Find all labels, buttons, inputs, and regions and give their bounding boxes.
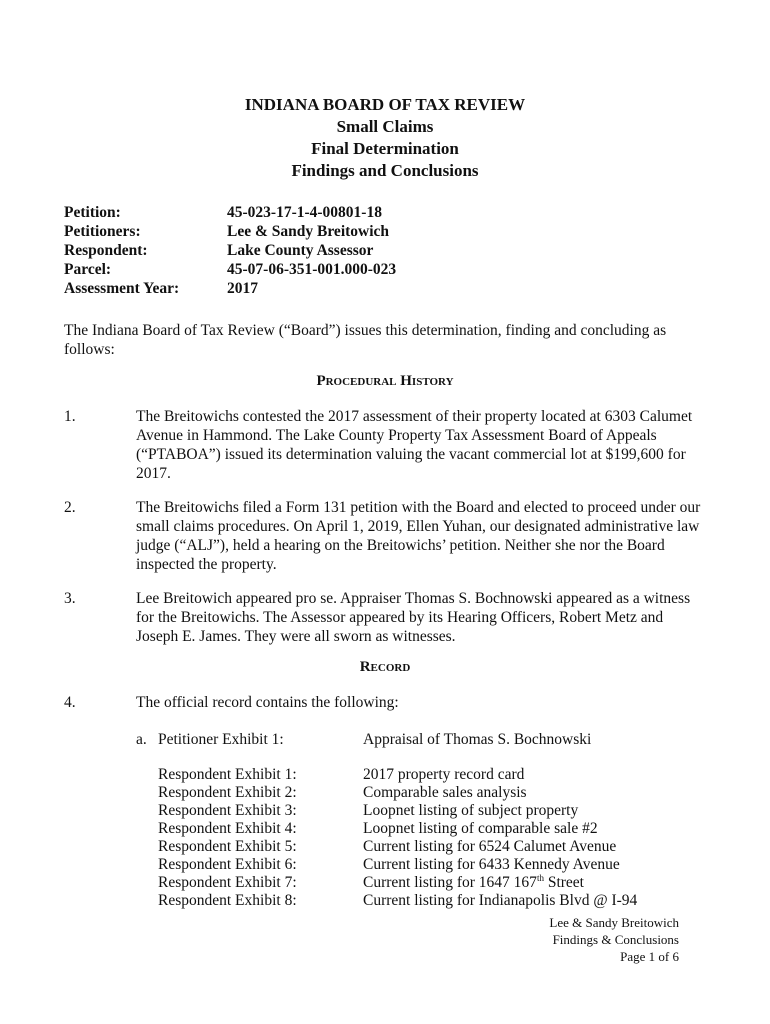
info-value: 45-07-06-351-001.000-023 [227, 261, 397, 278]
info-value: Lake County Assessor [227, 242, 374, 259]
page-footer [549, 914, 679, 965]
footer-page-number: Page 1 of 6 [620, 949, 679, 964]
paragraph-2 [64, 498, 704, 574]
info-value: 45-023-17-1-4-00801-18 [227, 204, 382, 221]
exhibit-description: 2017 property record card [363, 766, 525, 783]
info-row-parcel [64, 260, 396, 279]
exhibit-description: Current listing for Indianapolis Blvd @ I-94 [363, 892, 638, 909]
exhibit-label: Respondent Exhibit 5: [158, 838, 297, 855]
info-value: 2017 [227, 280, 258, 297]
info-row-petitioners [64, 222, 396, 241]
title-line-3: Final Determination [311, 139, 459, 158]
info-row-assessment-year [64, 279, 396, 298]
paragraph-1 [64, 407, 704, 483]
exhibit-description: Current listing for 1647 167th Street [363, 872, 584, 891]
paragraph-number: 1. [64, 408, 76, 425]
title-line-4: Findings and Conclusions [291, 161, 479, 180]
exhibit-label: Respondent Exhibit 4: [158, 820, 297, 837]
exhibit-label: Respondent Exhibit 3: [158, 802, 297, 819]
exhibit-label: Respondent Exhibit 8: [158, 892, 297, 909]
exhibit-row [158, 838, 637, 856]
exhibit-row [158, 820, 637, 838]
footer-document-type: Findings & Conclusions [552, 932, 679, 947]
exhibit-description: Current listing for 6524 Calumet Avenue [363, 838, 617, 855]
paragraph-number: 4. [64, 694, 76, 711]
exhibit-row [158, 874, 637, 892]
intro-paragraph: The Indiana Board of Tax Review (“Board”) issues this determination, finding and concluding as follows: [64, 322, 667, 358]
info-value: Lee & Sandy Breitowich [227, 223, 390, 240]
heading-procedural-history: Procedural History [316, 373, 454, 389]
respondent-exhibits [158, 766, 637, 910]
exhibit-row [158, 784, 637, 802]
info-key: Petitioners: [64, 223, 141, 240]
exhibit-description: Loopnet listing of comparable sale #2 [363, 820, 598, 837]
info-key: Parcel: [64, 261, 112, 278]
footer-case-name: Lee & Sandy Breitowich [549, 915, 679, 930]
paragraph-text: The official record contains the following: [136, 694, 399, 711]
exhibit-label: Respondent Exhibit 2: [158, 784, 297, 801]
paragraph-number: 3. [64, 590, 76, 607]
title-line-2: Small Claims [336, 117, 434, 136]
exhibit-label: Petitioner Exhibit 1: [158, 731, 284, 748]
exhibit-label: Respondent Exhibit 1: [158, 766, 297, 783]
petitioner-exhibits [136, 731, 591, 749]
exhibit-row [158, 892, 637, 910]
exhibit-row [158, 766, 637, 784]
paragraph-number: 2. [64, 499, 76, 516]
paragraph-3 [64, 589, 704, 646]
exhibit-row [158, 802, 637, 820]
exhibit-description: Appraisal of Thomas S. Bochnowski [363, 731, 592, 748]
info-row-petition [64, 203, 396, 222]
exhibit-row [136, 731, 591, 749]
exhibit-list-marker: a. [136, 731, 147, 748]
paragraph-text: The Breitowichs contested the 2017 assessment of their property located at 6303 Calumet Avenue in Hammond. The Lake County Property Tax Assessment Board of Appeals (“PTABOA”) issued its determination valuing the vacant commercial lot at $199,600 for 2017. [136, 408, 693, 482]
exhibit-description: Loopnet listing of subject property [363, 802, 579, 819]
info-key: Respondent: [64, 242, 148, 259]
info-row-respondent [64, 241, 396, 260]
exhibit-row [158, 856, 637, 874]
info-key: Assessment Year: [64, 280, 180, 297]
paragraph-text: The Breitowichs filed a Form 131 petition with the Board and elected to proceed under our small claims procedures. On April 1, 2019, Ellen Yuhan, our designated administrative law judge (“ALJ”), held a hearing on the Breitowichs’ petition. Neither she nor the Board inspected the property. [136, 499, 701, 573]
paragraph-4 [64, 693, 704, 712]
paragraph-text: Lee Breitowich appeared pro se. Appraiser Thomas S. Bochnowski appeared as a witness for the Breitowichs. The Assessor appeared by its Hearing Officers, Robert Metz and Joseph E. James. They were all sworn as witnesses. [136, 590, 691, 645]
exhibit-description: Comparable sales analysis [363, 784, 527, 801]
title-line-1: INDIANA BOARD OF TAX REVIEW [244, 95, 526, 114]
exhibit-label: Respondent Exhibit 7: [158, 874, 297, 891]
document-title [0, 94, 770, 182]
case-info [64, 203, 396, 298]
info-key: Petition: [64, 204, 121, 221]
exhibit-description: Current listing for 6433 Kennedy Avenue [363, 856, 620, 873]
exhibit-label: Respondent Exhibit 6: [158, 856, 297, 873]
heading-record: Record [359, 659, 411, 675]
